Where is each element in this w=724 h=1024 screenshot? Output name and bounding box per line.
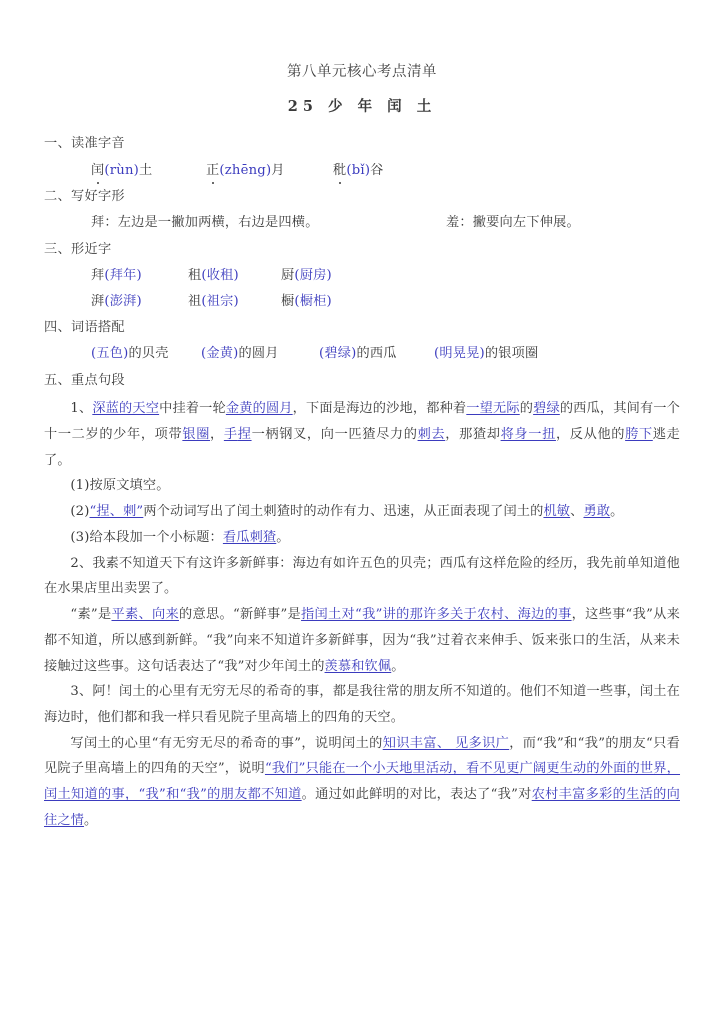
body-text: 的西瓜，其间有一个十一二岁的少年，项带 — [44, 401, 680, 442]
pinyin-tail: 土 — [139, 162, 153, 178]
paren-close: ) — [233, 293, 239, 309]
highlight: 平素、向来 — [111, 607, 179, 623]
similar-char-head: 湃 — [91, 293, 105, 309]
highlight: 碧绿 — [533, 401, 560, 417]
highlight: 羡慕和钦佩 — [324, 658, 392, 674]
paren-close: ) — [123, 346, 129, 362]
similar-char-head: 祖 — [188, 293, 202, 309]
paren-close: ) — [351, 346, 357, 362]
body-text: 。 — [84, 812, 98, 828]
similar-char-word: 收租 — [206, 268, 234, 284]
highlight: “我们”只能在一个小天地里活动，看不见更广阔更生动的外面的世界，闰土知道的事，“我”和“我”的朋友都不知道 — [44, 761, 681, 803]
paren-close: ) — [136, 293, 142, 309]
paren-close: ) — [233, 268, 239, 284]
body-text: 中挂着一轮 — [159, 401, 226, 417]
pinyin-paren-open: ( — [346, 162, 352, 178]
collocation-noun: 的西瓜 — [356, 346, 397, 362]
highlight: 将身一扭 — [500, 426, 556, 442]
passage-1 — [44, 396, 680, 473]
question-2 — [44, 499, 680, 525]
pinyin-paren-close: ) — [364, 162, 371, 178]
paren-open: ( — [201, 268, 207, 284]
highlight: 深蓝的天空 — [92, 401, 160, 417]
collocation-item — [434, 343, 538, 364]
body-text: 逃走了。 — [44, 426, 680, 468]
section-heading-4: 四、词语搭配 — [44, 319, 125, 335]
question-lead: (2) — [70, 504, 90, 520]
body-text: 两个动词写出了闰土刺猹时的动作有力、迅速，从正面表现了闰土的 — [143, 504, 544, 520]
body-text: ，下面是海边的沙地，都种着 — [292, 401, 467, 417]
highlight: 勇敢 — [583, 504, 611, 520]
highlight: 捏 — [237, 426, 252, 442]
section-heading-3: 三、形近字 — [44, 241, 112, 257]
collocation-modifier: 碧绿 — [324, 346, 352, 362]
collocation-modifier: 明晃晃 — [439, 346, 480, 362]
section-heading-2: 二、写好字形 — [44, 188, 125, 204]
pinyin-paren-open: ( — [219, 162, 225, 178]
body-text: 的 — [519, 401, 534, 417]
body-text: 写闰土的心里“有无穷无尽的希奇的事”，说明闰土的 — [70, 735, 383, 751]
body-text: ，那猹却 — [445, 426, 501, 442]
similar-char-word: 祖宗 — [206, 293, 234, 309]
pinyin-item — [206, 160, 333, 181]
passage-2-note — [44, 602, 680, 679]
pinyin-item — [333, 160, 384, 181]
pinyin-char: 闰 — [91, 160, 104, 181]
body-text: 一柄钢叉，向一匹猹尽力的 — [251, 426, 418, 442]
highlight: 一望无际 — [466, 401, 520, 417]
highlight: 机敏 — [543, 504, 571, 520]
similar-char-word: 澎湃 — [109, 293, 137, 309]
body-text: ，这些事“我”从来都不知道，所以感到新鲜。“我”向来不知道许多新鲜事，因为“我”过着衣来伸手、饭来张口的生活，从来未接触过这些事。这句话表达了“我”对少年闰土的 — [44, 607, 680, 674]
similar-char-row — [44, 265, 680, 286]
highlight: 胯下 — [625, 426, 653, 442]
highlight: 看瓜刺猹 — [222, 529, 277, 545]
body-text: ，而“我”和“我”的朋友“只看见院子里高墙上的四角的天空”，说明 — [44, 735, 680, 777]
collocation-item — [319, 343, 434, 364]
similar-char-item — [188, 265, 281, 286]
similar-char-row — [44, 291, 680, 312]
collocation-noun: 的贝壳 — [128, 346, 169, 362]
body-text: 、 — [570, 504, 584, 520]
passage-2 — [44, 551, 680, 602]
collocation-modifier: 五色 — [96, 346, 124, 362]
collocation-noun: 的圆月 — [238, 346, 279, 362]
body-text: ， — [210, 426, 224, 442]
paren-open: ( — [294, 268, 300, 284]
paren-open: ( — [319, 346, 325, 362]
paren-close: ) — [479, 346, 485, 362]
highlight: 金黄的圆月 — [225, 401, 293, 417]
key-passages-body — [44, 396, 680, 833]
highlight: 指闰土对“我”讲的那许多关于农村、海边的事 — [301, 607, 572, 623]
pinyin-paren-close: ) — [265, 162, 272, 178]
pinyin-item — [91, 160, 206, 181]
collocation-item — [91, 343, 201, 364]
paren-open: ( — [294, 293, 300, 309]
highlight: 银圈 — [182, 426, 211, 442]
highlight: 手 — [223, 426, 238, 442]
similar-char-item — [281, 265, 332, 286]
pinyin-tail: 月 — [271, 162, 285, 178]
pinyin-tail: 谷 — [370, 162, 384, 178]
section-heading-5: 五、重点句段 — [44, 372, 125, 388]
body-text: 。 — [610, 504, 624, 520]
stroke-item: 羞：撇要向左下伸展。 — [446, 215, 580, 231]
collocation-row — [44, 343, 680, 364]
paren-open: ( — [104, 268, 110, 284]
paren-close: ) — [326, 268, 332, 284]
similar-char-head: 租 — [188, 268, 202, 284]
paren-close: ) — [326, 293, 332, 309]
passage-3-note — [44, 731, 680, 834]
similar-char-item — [91, 265, 188, 286]
similar-char-head: 拜 — [91, 268, 105, 284]
pinyin-paren-open: ( — [104, 162, 110, 178]
body-text: 。 — [391, 658, 405, 674]
body-text: ，反从他的 — [555, 426, 626, 442]
highlight: 知识丰富、 见多识广 — [382, 735, 510, 751]
section-heading-1: 一、读准字音 — [44, 136, 125, 152]
paren-close: ) — [233, 346, 239, 362]
similar-char-head: 厨 — [281, 268, 295, 284]
body-text: “素”是 — [70, 607, 112, 623]
body-text: 我素不知道天下有这许多新鲜事：海边有如许五色的贝壳；西瓜有这样危险的经历，我先前单知道他在水果店里出卖罢了。 — [44, 555, 680, 597]
pinyin-paren-close: ) — [133, 162, 139, 178]
similar-char-item — [188, 291, 281, 312]
pinyin-reading: rùn — [109, 162, 134, 178]
pinyin-row — [44, 160, 680, 181]
body-text: 。通过如此鲜明的对比，表达了“我”对 — [301, 787, 532, 803]
question-3 — [44, 525, 680, 551]
similar-char-word: 橱柜 — [299, 293, 327, 309]
highlight: 农村丰富多彩的生活的向往之情 — [44, 787, 680, 828]
stroke-item: 拜：左边是一撇加两横，右边是四横。 — [91, 215, 319, 231]
passage-number: 2、 — [70, 555, 93, 571]
stroke-row — [44, 212, 680, 233]
similar-char-head: 橱 — [281, 293, 295, 309]
pinyin-char: 秕 — [333, 160, 346, 181]
lesson-name: 少 年 闰 土 — [328, 98, 437, 116]
passage-number: 3、 — [70, 684, 93, 700]
lesson-title — [44, 96, 680, 118]
question-lead: (3)给本段加一个小标题： — [70, 529, 223, 545]
passage-number: 1、 — [70, 401, 93, 417]
highlight: 刺去 — [417, 426, 446, 442]
pinyin-reading: bǐ — [351, 162, 365, 178]
lesson-number: 25 — [287, 98, 318, 116]
paren-open: ( — [201, 293, 207, 309]
paren-open: ( — [104, 293, 110, 309]
similar-char-item — [91, 291, 188, 312]
passage-3 — [44, 679, 680, 730]
collocation-item — [201, 343, 319, 364]
highlight: “捏、刺” — [89, 504, 144, 520]
paren-close: ) — [136, 268, 142, 284]
similar-char-word: 拜年 — [109, 268, 137, 284]
body-text: 的意思。“新鲜事”是 — [178, 607, 302, 623]
collocation-modifier: 金黄 — [206, 346, 234, 362]
similar-char-word: 厨房 — [299, 268, 327, 284]
question-1: (1)按原文填空。 — [70, 478, 170, 494]
similar-char-item — [281, 291, 332, 312]
page-title: 第八单元核心考点清单 — [287, 64, 437, 80]
paren-open: ( — [91, 346, 97, 362]
collocation-noun: 的银项圈 — [484, 346, 539, 362]
body-text: 。 — [276, 529, 290, 545]
paren-open: ( — [201, 346, 207, 362]
pinyin-char: 正 — [206, 160, 219, 181]
paren-open: ( — [434, 346, 440, 362]
body-text: 阿！闰土的心里有无穷无尽的希奇的事，都是我往常的朋友所不知道的。他们不知道一些事，闰土在海边时，他们都和我一样只看见院子里高墙上的四角的天空。 — [44, 684, 680, 725]
pinyin-reading: zhēng — [224, 162, 266, 178]
